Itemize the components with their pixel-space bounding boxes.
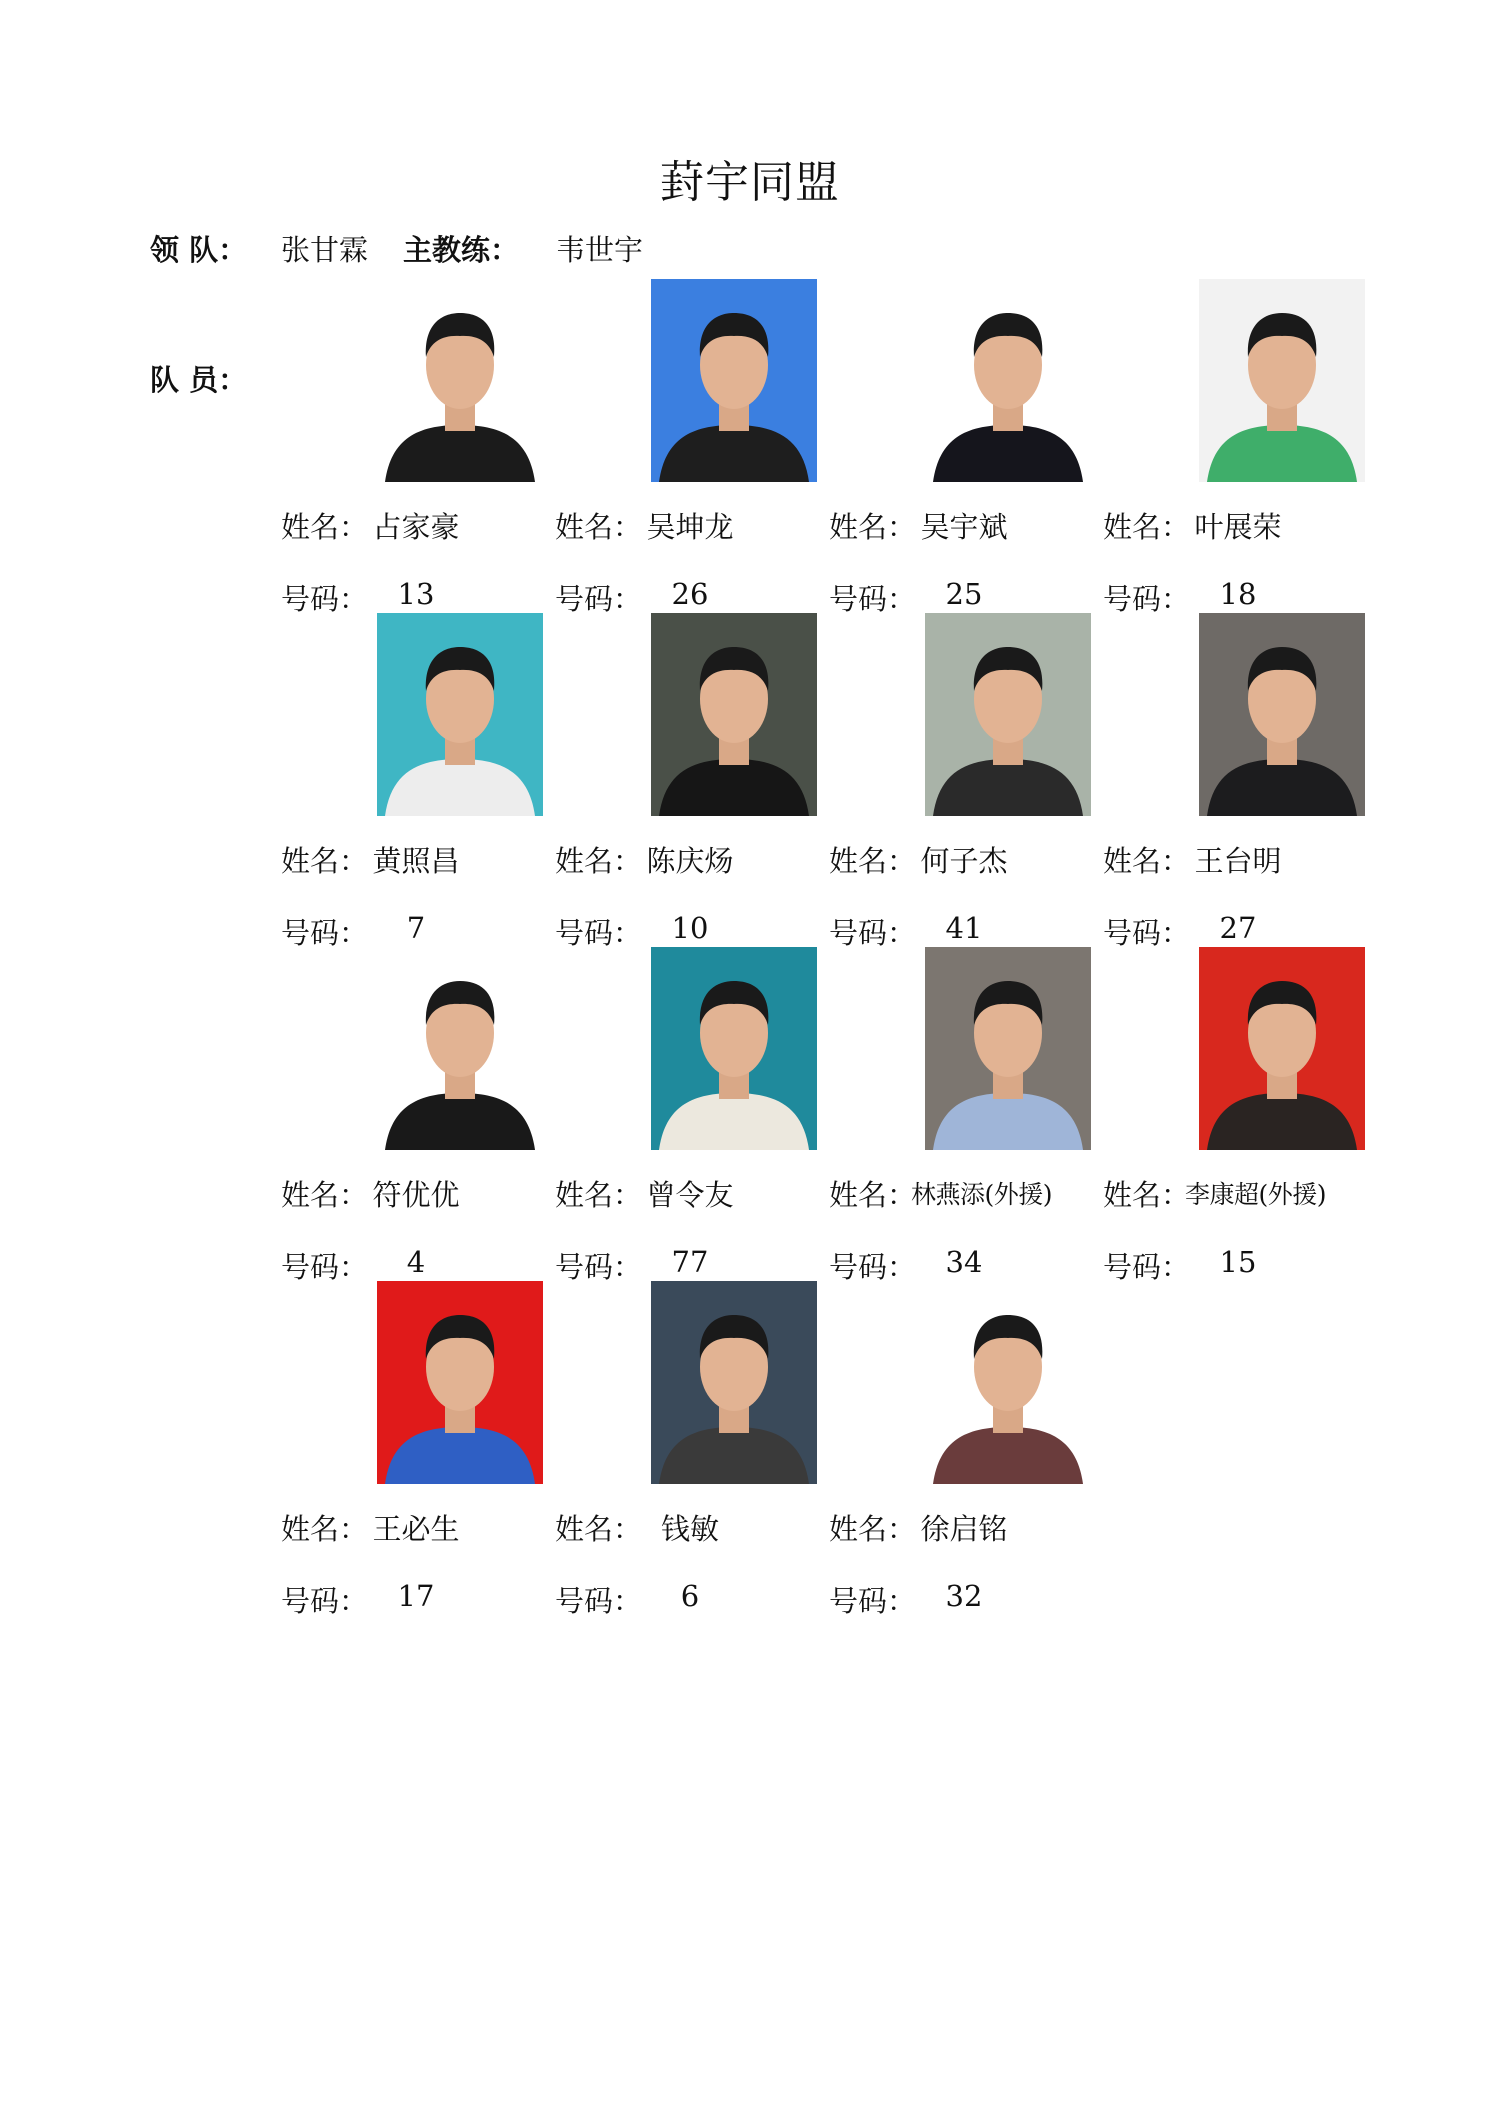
number-label: 号码：: [1103, 582, 1191, 616]
player-card: [281, 279, 551, 616]
player-number-row: [1103, 1245, 1377, 1285]
player-number: 17: [397, 1579, 435, 1613]
person-silhouette-icon: [1199, 613, 1365, 816]
player-name: 符优优: [372, 1178, 460, 1212]
player-name-row: [829, 1507, 1103, 1547]
player-photo: [1199, 613, 1365, 816]
player-card: [829, 279, 1099, 616]
player-photo: [651, 947, 817, 1150]
number-label: 号码：: [1103, 916, 1191, 950]
player-name: 叶展荣: [1194, 510, 1282, 544]
number-label: 号码：: [829, 916, 917, 950]
player-number-row: [1103, 577, 1377, 617]
number-label: 号码：: [281, 1250, 369, 1284]
name-label: 姓名：: [281, 844, 369, 878]
player-number: 10: [671, 911, 709, 945]
player-name-row: [281, 505, 555, 545]
player-name: 何子杰: [920, 844, 1008, 878]
number-label: 号码：: [281, 582, 369, 616]
player-photo: [1199, 279, 1365, 482]
number-label: 号码：: [555, 1584, 643, 1618]
player-name-row: [829, 1173, 1103, 1213]
person-silhouette-icon: [925, 947, 1091, 1150]
person-silhouette-icon: [651, 279, 817, 482]
number-label: 号码：: [555, 1250, 643, 1284]
name-label: 姓名：: [555, 1178, 643, 1212]
player-number: 27: [1219, 911, 1257, 945]
player-number-row: [281, 911, 555, 951]
members-label: 队 员：: [150, 363, 248, 397]
name-label: 姓名：: [555, 510, 643, 544]
player-number-row: [555, 577, 829, 617]
player-number: 6: [680, 1579, 700, 1613]
player-card: [555, 613, 825, 950]
player-card: [281, 613, 551, 950]
player-number-row: [555, 1579, 829, 1619]
player-name-row: [1103, 839, 1377, 879]
player-photo: [925, 947, 1091, 1150]
player-name-row: [555, 505, 829, 545]
name-label: 姓名：: [829, 1512, 917, 1546]
player-number: 18: [1219, 577, 1257, 611]
person-silhouette-icon: [1199, 947, 1365, 1150]
name-label: 姓名：: [281, 510, 369, 544]
player-name-row: [1103, 505, 1377, 545]
player-number-row: [829, 1245, 1103, 1285]
player-card: [1103, 613, 1373, 950]
number-label: 号码：: [829, 1250, 917, 1284]
person-silhouette-icon: [925, 279, 1091, 482]
leader-name: 张甘霖: [281, 233, 369, 267]
player-number-row: [829, 1579, 1103, 1619]
name-label: 姓名：: [829, 510, 917, 544]
player-photo: [651, 613, 817, 816]
name-label: 姓名：: [555, 844, 643, 878]
number-label: 号码：: [555, 582, 643, 616]
player-number: 41: [945, 911, 983, 945]
player-card: [1103, 279, 1373, 616]
name-label: 姓名：: [555, 1512, 643, 1546]
name-label: 姓名：: [829, 1178, 917, 1212]
player-card: [555, 947, 825, 1284]
player-name: 吴坤龙: [646, 510, 734, 544]
name-label: 姓名：: [281, 1512, 369, 1546]
player-number: 25: [945, 577, 983, 611]
player-name-row: [1103, 1173, 1377, 1213]
player-photo: [377, 1281, 543, 1484]
player-name: 王必生: [372, 1512, 460, 1546]
name-label: 姓名：: [1103, 510, 1191, 544]
player-number: 77: [671, 1245, 709, 1279]
player-card: [1103, 947, 1373, 1284]
person-silhouette-icon: [1199, 279, 1365, 482]
player-number-row: [555, 911, 829, 951]
player-number-row: [829, 577, 1103, 617]
player-name-row: [281, 839, 555, 879]
page-title: 葑宇同盟: [660, 157, 840, 208]
coach-label: 主教练：: [403, 233, 520, 267]
coach-name: 韦世宇: [556, 233, 644, 267]
player-number: 32: [945, 1579, 983, 1613]
player-name: 吴宇斌: [920, 510, 1008, 544]
player-card: [829, 947, 1099, 1284]
person-silhouette-icon: [651, 1281, 817, 1484]
person-silhouette-icon: [925, 613, 1091, 816]
player-name: 占家豪: [372, 510, 460, 544]
player-number-row: [281, 1579, 555, 1619]
player-number-row: [281, 577, 555, 617]
player-number: 34: [945, 1245, 983, 1279]
player-card: [281, 947, 551, 1284]
name-label: 姓名：: [1103, 1178, 1191, 1212]
player-number: 26: [671, 577, 709, 611]
player-name: 钱敏: [660, 1512, 719, 1546]
number-label: 号码：: [555, 916, 643, 950]
person-silhouette-icon: [651, 947, 817, 1150]
number-label: 号码：: [281, 1584, 369, 1618]
name-label: 姓名：: [281, 1178, 369, 1212]
player-number-row: [555, 1245, 829, 1285]
player-name-row: [555, 1173, 829, 1213]
player-name: 曾令友: [646, 1178, 734, 1212]
player-number-row: [829, 911, 1103, 951]
leader-label: 领 队：: [150, 233, 248, 267]
player-name-row: [281, 1173, 555, 1213]
name-label: 姓名：: [1103, 844, 1191, 878]
person-silhouette-icon: [925, 1281, 1091, 1484]
player-photo: [377, 947, 543, 1150]
player-name: 李康超(外援): [1185, 1180, 1327, 1209]
player-card: [555, 279, 825, 616]
player-photo: [377, 613, 543, 816]
number-label: 号码：: [829, 1584, 917, 1618]
player-number: 13: [397, 577, 435, 611]
player-number: 4: [406, 1245, 426, 1279]
player-photo: [1199, 947, 1365, 1150]
player-name-row: [555, 1507, 829, 1547]
player-name: 徐启铭: [920, 1512, 1008, 1546]
player-name: 林燕添(外援): [911, 1180, 1053, 1209]
player-number: 7: [406, 911, 426, 945]
person-silhouette-icon: [651, 613, 817, 816]
player-name: 黄照昌: [372, 844, 460, 878]
player-card: [829, 1281, 1099, 1618]
person-silhouette-icon: [377, 947, 543, 1150]
player-name-row: [555, 839, 829, 879]
player-photo: [651, 279, 817, 482]
player-name-row: [829, 839, 1103, 879]
player-name: 王台明: [1194, 844, 1282, 878]
number-label: 号码：: [1103, 1250, 1191, 1284]
player-name-row: [281, 1507, 555, 1547]
person-silhouette-icon: [377, 613, 543, 816]
player-name: 陈庆炀: [646, 844, 734, 878]
player-photo: [925, 279, 1091, 482]
number-label: 号码：: [281, 916, 369, 950]
player-photo: [651, 1281, 817, 1484]
player-name-row: [829, 505, 1103, 545]
number-label: 号码：: [829, 582, 917, 616]
person-silhouette-icon: [377, 279, 543, 482]
player-number-row: [1103, 911, 1377, 951]
player-photo: [377, 279, 543, 482]
player-card: [829, 613, 1099, 950]
player-photo: [925, 1281, 1091, 1484]
name-label: 姓名：: [829, 844, 917, 878]
player-number: 15: [1219, 1245, 1257, 1279]
player-number-row: [281, 1245, 555, 1285]
player-photo: [925, 613, 1091, 816]
player-card: [281, 1281, 551, 1618]
player-card: [555, 1281, 825, 1618]
person-silhouette-icon: [377, 1281, 543, 1484]
